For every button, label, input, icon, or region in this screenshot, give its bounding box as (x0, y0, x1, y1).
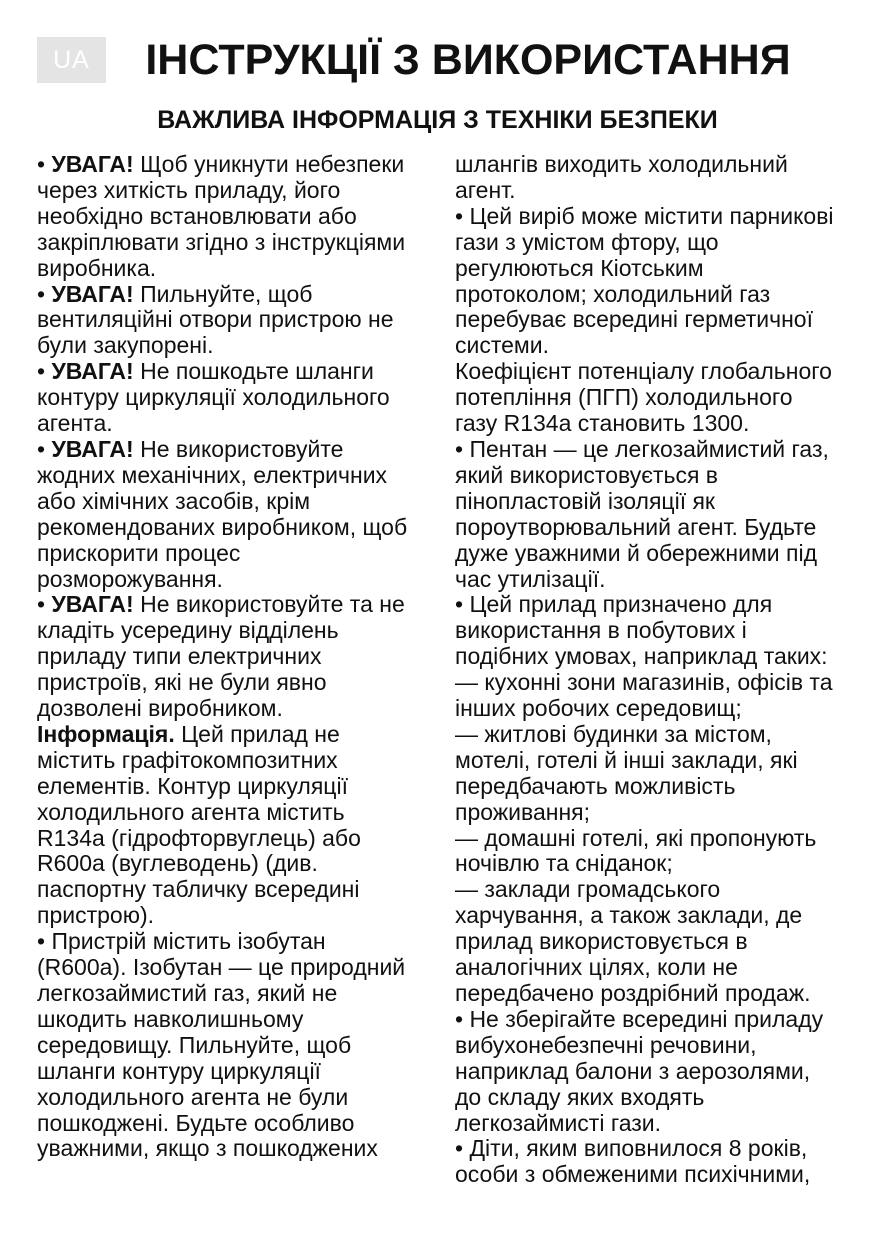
paragraph: — домашні готелі, які пропонують ночівлю та сніданок; (455, 824, 817, 877)
paragraph: — кухонні зони магазинів, офісів та інших робочих середовищ; (455, 669, 833, 722)
paragraph: • Пентан — це легкозаймистий газ, який використовується в пінопластовій ізоляції як пороутворювальний агент. Будьте дуже уважними й обережними під час утилізації. (455, 435, 829, 592)
paragraph: • Діти, яким виповнилося 8 років, особи з обмеженими психічними, (455, 1135, 811, 1188)
paragraph: Інформація. Цей прилад не містить графітокомпозитних елементів. Контур циркуляції холодильного агента містить R134a (гідрофторвуглець) або R600a (вуглеводень) (див. паспортну табличку всередині пристрою). (37, 720, 361, 929)
language-badge: UA (37, 37, 106, 83)
left-column (37, 152, 437, 1162)
paragraph: • УВАГА! Не використовуйте жодних механічних, електричних або хімічних засобів, крім рекомендованих виробником, щоб прискорити процес розморожування. (37, 435, 408, 592)
paragraph: • Цей виріб може містити парникові гази з умістом фтору, що регулюються Кіотським протоколом; холодильний газ перебуває всередині герметичної системи. (455, 202, 834, 359)
paragraph: Коефіцієнт потенціалу глобального потепління (ПГП) холодильного газу R134a становить 1300. (455, 358, 832, 437)
paragraph: — заклади громадського харчування, а також заклади, де прилад використовується в аналогічних цілях, коли не передбачено роздрібний продаж. (455, 876, 811, 1006)
paragraph: • УВАГА! Щоб уникнути небезпеки через хиткість приладу, його необхідно встановлювати або закріплювати згідно з інструкціями виробника. (37, 151, 406, 281)
paragraph: шлангів виходить холодильний агент. (455, 151, 788, 203)
paragraph: • Не зберігайте всередині приладу вибухонебезпечні речовини, наприклад балони з аерозолями, до складу яких входять легкозаймисті гази. (455, 1005, 824, 1136)
right-column (455, 152, 865, 1188)
paragraph: • УВАГА! Не пошкодьте шланги контуру циркуляції холодильного агента. (37, 358, 390, 437)
paragraph: • Пристрій містить ізобутан (R600a). Ізобутан — це природний легкозаймистий газ, який не шкодить навколишньому середовищу. Пильнуйте, щоб шланги контуру циркуляції холодильного агента не були пошкоджені. Будьте особливо уважними, якщо з пошкоджених (37, 928, 406, 1162)
paragraph: • УВАГА! Пильнуйте, щоб вентиляційні отвори пристрою не були закупорені. (37, 280, 394, 359)
page-title: ІНСТРУКЦІЇ З ВИКОРИСТАННЯ (145, 36, 791, 84)
paragraph: • Цей прилад призначено для використання в побутових і подібних умовах, наприклад таких: (455, 591, 828, 670)
paragraph: — житлові будинки за містом, мотелі, готелі й інші заклади, які передбачають можливість проживання; (455, 720, 798, 825)
section-heading: ВАЖЛИВА ІНФОРМАЦІЯ З ТЕХНІКИ БЕЗПЕКИ (157, 106, 718, 134)
paragraph: • УВАГА! Не використовуйте та не кладіть усередину відділень приладу типи електричних пристроїв, які не були явно дозволені виробником. (37, 591, 405, 722)
